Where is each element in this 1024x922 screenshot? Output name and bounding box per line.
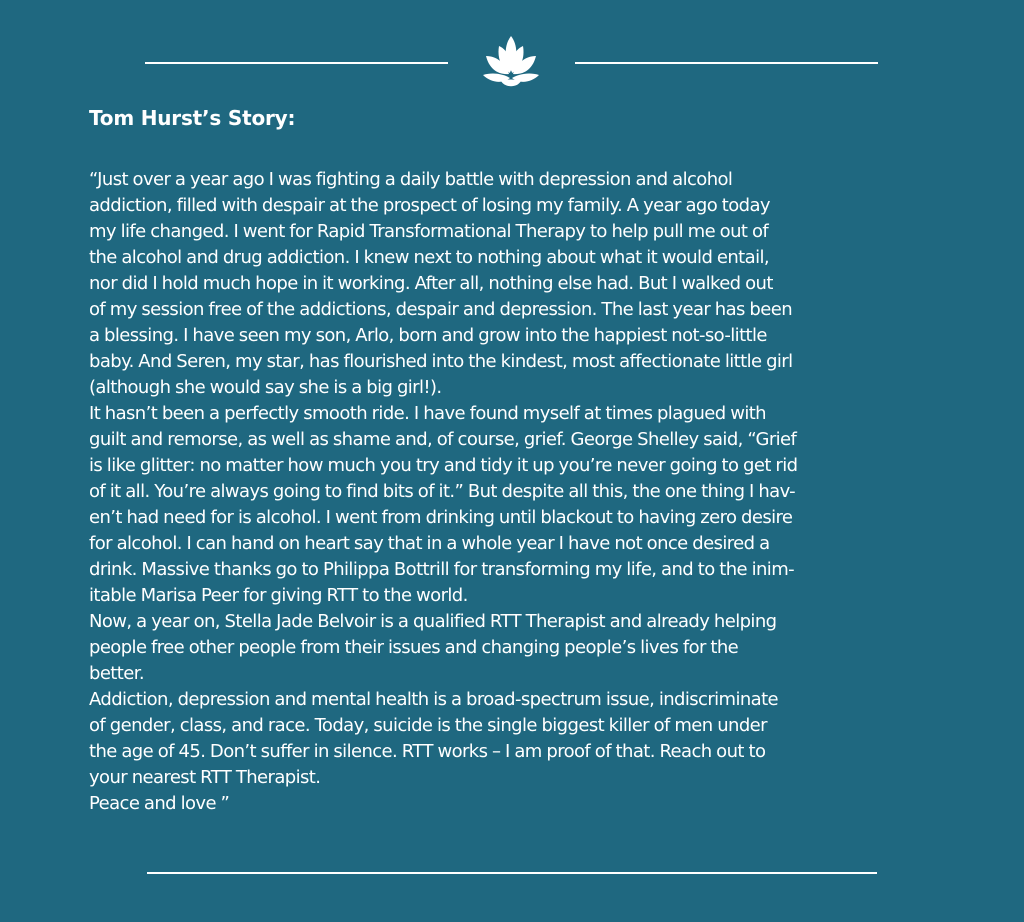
divider-line-left: [145, 62, 448, 64]
story-line: (although she would say she is a big girl!).: [89, 377, 442, 398]
story-line: of it all. You’re always going to find bits of it.” But despite all this, the one thing I hav-: [89, 481, 796, 502]
story-line: your nearest RTT Therapist.: [89, 767, 321, 788]
story-line: guilt and remorse, as well as shame and, of course, grief. George Shelley said, “Grief: [89, 429, 797, 450]
story-line: Peace and love ”: [89, 793, 230, 814]
story-line: the age of 45. Don’t suffer in silence. RTT works – I am proof of that. Reach out to: [89, 741, 766, 762]
story-line: the alcohol and drug addiction. I knew next to nothing about what it would entail,: [89, 247, 769, 268]
story-line: “Just over a year ago I was fighting a daily battle with depression and alcohol: [89, 169, 733, 190]
story-line: of my session free of the addictions, despair and depression. The last year has been: [89, 299, 793, 320]
story-line: Now, a year on, Stella Jade Belvoir is a qualified RTT Therapist and already helping: [89, 611, 777, 632]
story-line: en’t had need for is alcohol. I went from drinking until blackout to having zero desire: [89, 507, 793, 528]
lotus-icon: [479, 32, 543, 92]
story-body: [89, 167, 939, 817]
bottom-divider-line: [147, 872, 877, 874]
story-line: itable Marisa Peer for giving RTT to the world.: [89, 585, 468, 606]
divider-line-right: [575, 62, 878, 64]
story-line: is like glitter: no matter how much you try and tidy it up you’re never going to get rid: [89, 455, 798, 476]
story-line: better.: [89, 663, 144, 684]
story-line: Addiction, depression and mental health is a broad-spectrum issue, indiscriminate: [89, 689, 779, 710]
story-line: baby. And Seren, my star, has flourished into the kindest, most affectionate little girl: [89, 351, 793, 372]
top-divider: [145, 30, 878, 94]
story-line: my life changed. I went for Rapid Transformational Therapy to help pull me out of: [89, 221, 769, 242]
story-line: of gender, class, and race. Today, suicide is the single biggest killer of men under: [89, 715, 767, 736]
story-line: It hasn’t been a perfectly smooth ride. I have found myself at times plagued with: [89, 403, 766, 424]
story-title: Tom Hurst’s Story:: [89, 106, 296, 130]
story-line: drink. Massive thanks go to Philippa Bottrill for transforming my life, and to the inim-: [89, 559, 795, 580]
story-line: a blessing. I have seen my son, Arlo, born and grow into the happiest not-so-little: [89, 325, 767, 346]
story-line: nor did I hold much hope in it working. After all, nothing else had. But I walked out: [89, 273, 773, 294]
story-line: people free other people from their issues and changing people’s lives for the: [89, 637, 739, 658]
story-line: for alcohol. I can hand on heart say that in a whole year I have not once desired a: [89, 533, 770, 554]
story-line: addiction, filled with despair at the prospect of losing my family. A year ago today: [89, 195, 770, 216]
